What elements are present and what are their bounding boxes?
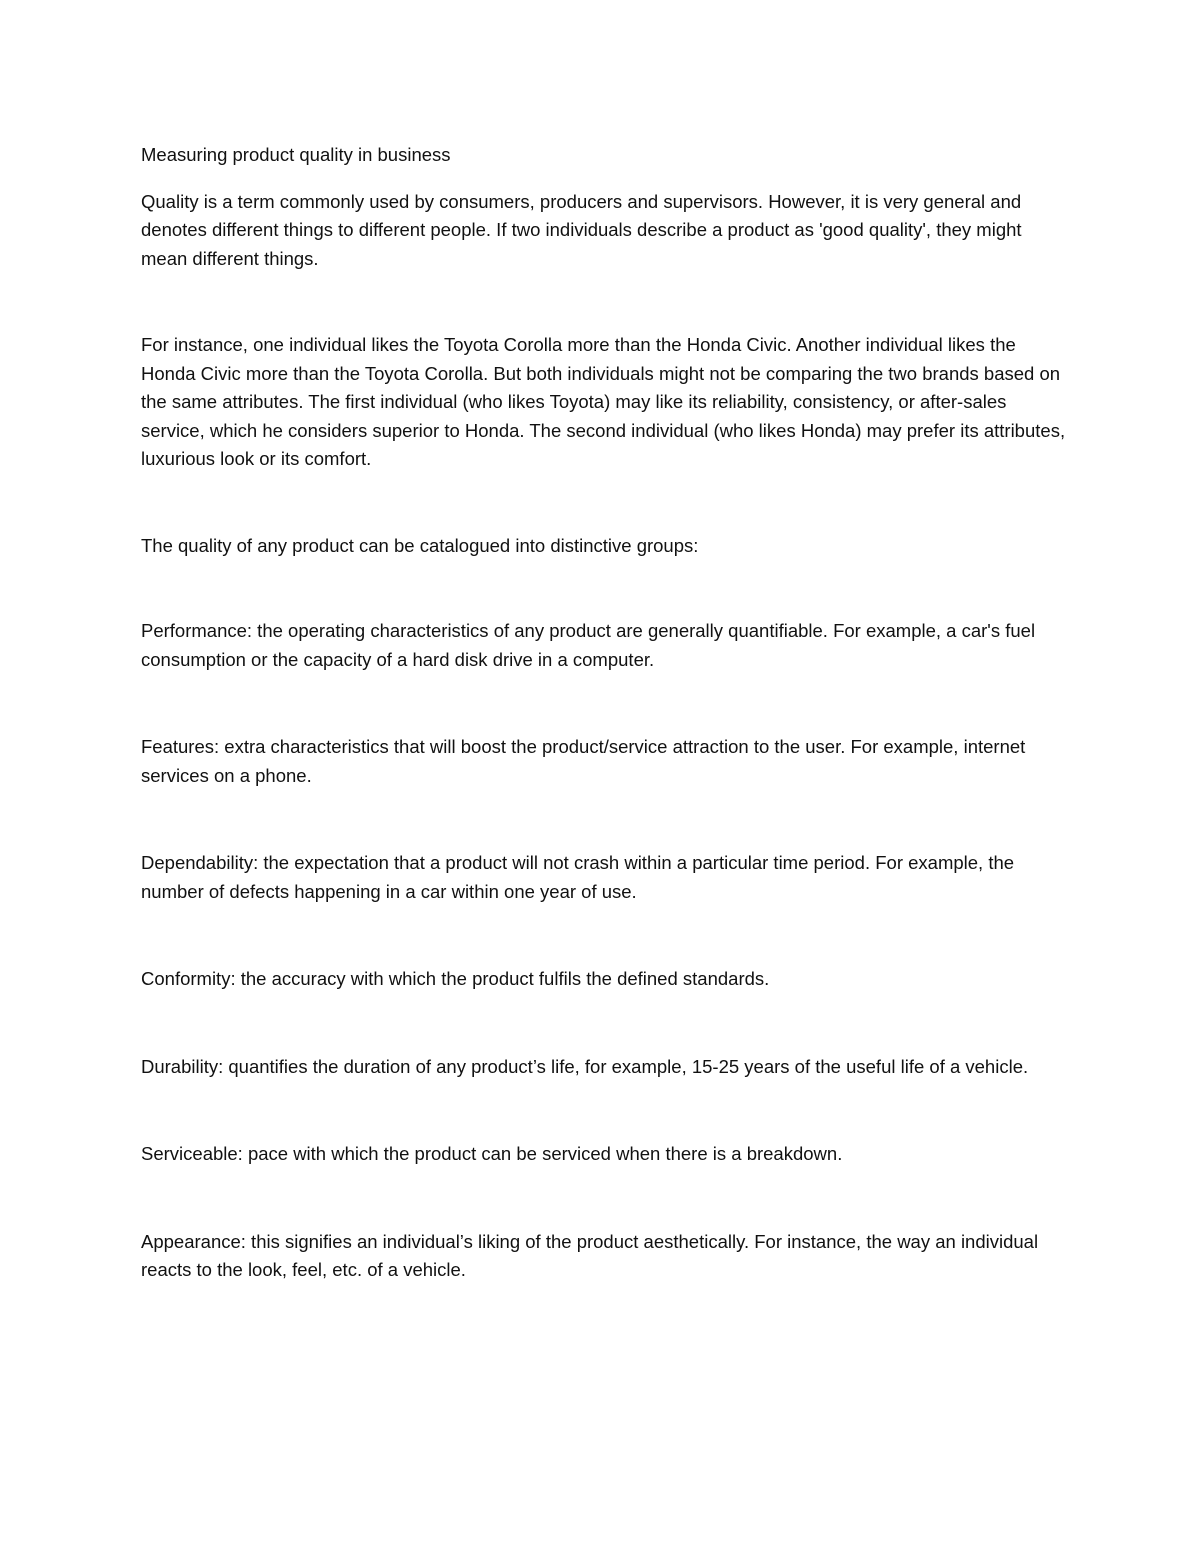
features-item: Features: extra characteristics that will boost the product/service attraction to the user. For example, internet services on a phone. (141, 736, 1026, 786)
document-content (141, 141, 1071, 1285)
conformity-item: Conformity: the accuracy with which the product fulfils the defined standards. (141, 968, 770, 989)
groups-intro-paragraph: The quality of any product can be catalogued into distinctive groups: (141, 534, 699, 556)
serviceable-item: Serviceable: pace with which the product can be serviced when there is a breakdown. (141, 1143, 843, 1164)
performance-item: Performance: the operating characteristics of any product are generally quantifiable. For example, a car's fuel consumption or the capacity of a hard disk drive in a computer. (141, 620, 1036, 670)
dependability-item: Dependability: the expectation that a product will not crash within a particular time period. For example, the number of defects happening in a car within one year of use. (141, 852, 1015, 902)
example-paragraph: For instance, one individual likes the Toyota Corolla more than the Honda Civic. Another individual likes the Honda Civic more than the Toyota Corolla. But both individuals might not be comparing the two brands based on the same attributes. The first individual (who likes Toyota) may like its reliability, consistency, or after-sales service, which he considers superior to Honda. The second individual (who likes Honda) may prefer its attributes, luxurious look or its comfort. (141, 334, 1066, 469)
durability-item: Durability: quantifies the duration of any product’s life, for example, 15-25 years of the useful life of a vehicle. (141, 1055, 1029, 1077)
intro-paragraph: Quality is a term commonly used by consumers, producers and supervisors. However, it is very general and denotes different things to different people. If two individuals describe a product as 'good quality', they might mean different things. (141, 190, 1022, 269)
document-title: Measuring product quality in business (141, 144, 451, 165)
appearance-item: Appearance: this signifies an individual’s liking of the product aesthetically. For instance, the way an individual reacts to the look, feel, etc. of a vehicle. (141, 1230, 1039, 1280)
